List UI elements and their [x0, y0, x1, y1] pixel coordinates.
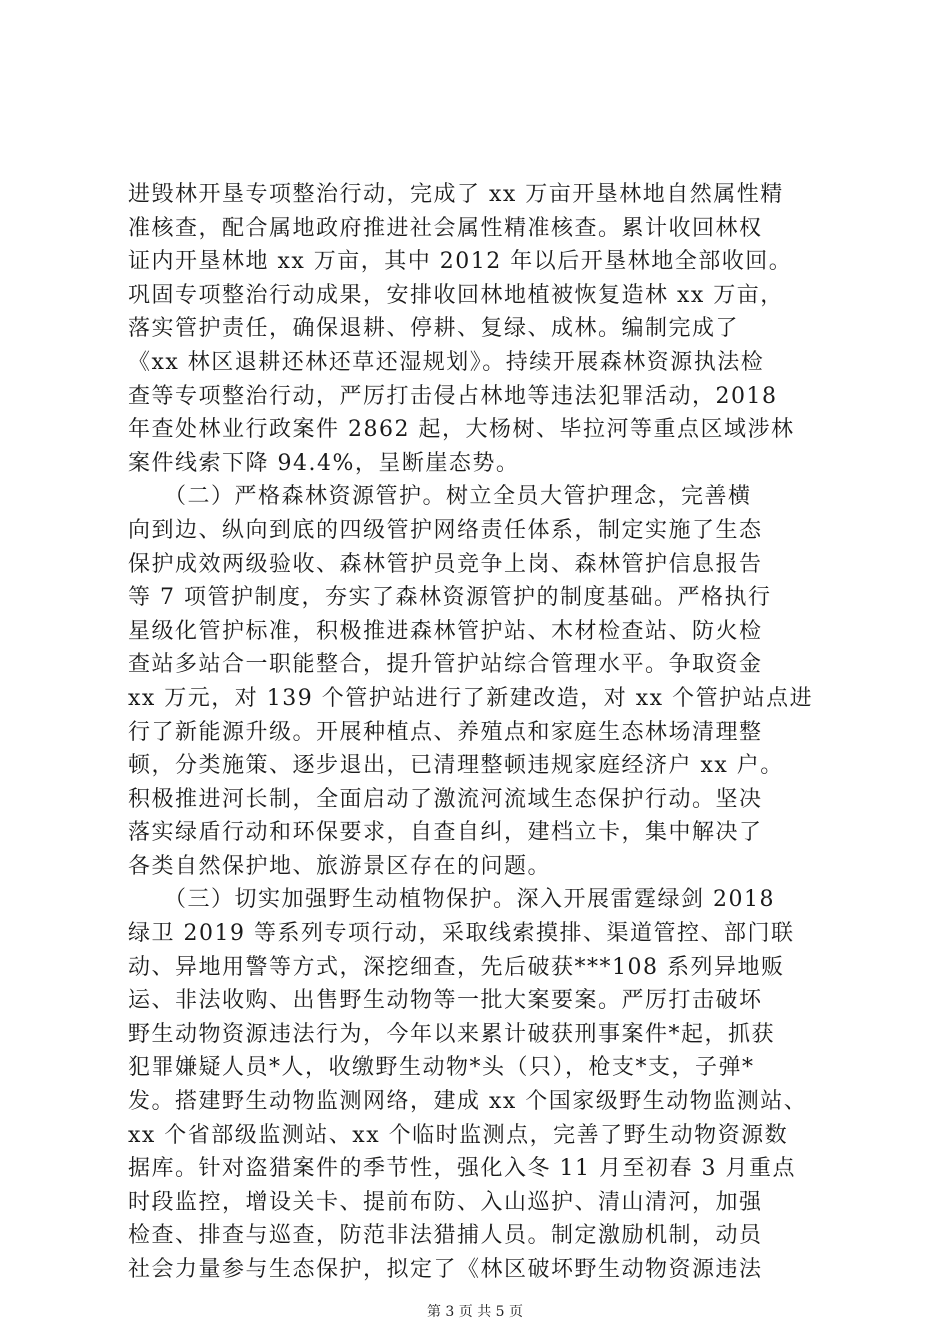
text-line: 发。搭建野生动物监测网络，建成 xx 个国家级野生动物监测站、 [128, 1089, 808, 1115]
text-line: 等 7 项管护制度，夯实了森林资源管护的制度基础。严格执行 [128, 585, 772, 611]
text-line: xx 个省部级监测站、xx 个临时监测点，完善了野生动物资源数 [128, 1122, 789, 1148]
text-line: 星级化管护标准，积极推进森林管护站、木材检查站、防火检 [128, 618, 763, 644]
text-line: 社会力量参与生态保护，拟定了《林区破坏野生动物资源违法 [128, 1257, 763, 1282]
text-line: 保护成效两级验收、森林管护员竞争上岗、森林管护信息报告 [128, 551, 763, 577]
text-line: 绿卫 2019 等系列专项行动，采取线索摸排、渠道管控、部门联 [128, 921, 795, 947]
text-line: 落实绿盾行动和环保要求，自查自纠，建档立卡，集中解决了 [128, 820, 763, 846]
text-line: 案件线索下降 94.4%，呈断崖态势。 [128, 450, 520, 476]
body-text [128, 178, 828, 1287]
page-number-footer: 第 3 页 共 5 页 [426, 1304, 524, 1320]
text-line: 犯罪嫌疑人员*人，收缴野生动物*头（只），枪支*支，子弹* [128, 1055, 755, 1081]
text-line: 运、非法收购、出售野生动物等一批大案要案。严厉打击破坏 [128, 988, 763, 1014]
text-line: 落实管护责任，确保退耕、停耕、复绿、成林。编制完成了 [128, 316, 740, 342]
text-line: xx 万元，对 139 个管护站进行了新建改造，对 xx 个管护站点进 [128, 685, 814, 711]
text-line: 野生动物资源违法行为，今年以来累计破获刑事案件*起，抓获 [128, 1021, 776, 1047]
text-line: 动、异地用警等方式，深挖细查，先后破获***108 系列异地贩 [128, 954, 785, 980]
text-line: 准核查，配合属地政府推进社会属性精准核查。累计收回林权 [128, 215, 763, 241]
text-line: （二）严格森林资源管护。树立全员大管护理念，完善横 [128, 484, 752, 510]
text-line: 《xx 林区退耕还林还草还湿规划》。持续开展森林资源执法检 [128, 349, 765, 375]
text-line: 顿，分类施策、逐步退出，已清理整顿违规家庭经济户 xx 户。 [128, 753, 784, 779]
text-line: 巩固专项整治行动成果，安排收回林地植被恢复造林 xx 万亩， [128, 282, 784, 308]
text-line: 检查、排查与巡查，防范非法猎捕人员。制定激励机制，动员 [128, 1223, 763, 1249]
text-line: 向到边、纵向到底的四级管护网络责任体系，制定实施了生态 [128, 517, 763, 543]
text-line: 积极推进河长制，全面启动了激流河流域生态保护行动。坚决 [128, 786, 763, 812]
text-line: 查站多站合一职能整合，提升管护站综合管理水平。争取资金 [128, 652, 763, 678]
text-line: 时段监控，增设关卡、提前布防、入山巡护、清山清河，加强 [128, 1189, 763, 1215]
text-line: 进毁林开垦专项整治行动，完成了 xx 万亩开垦林地自然属性精 [128, 182, 784, 207]
text-line: （三）切实加强野生动植物保护。深入开展雷霆绿剑 2018 [128, 887, 775, 913]
text-line: 行了新能源升级。开展种植点、养殖点和家庭生态林场清理整 [128, 719, 763, 745]
text-line: 证内开垦林地 xx 万亩，其中 2012 年以后开垦林地全部收回。 [128, 249, 793, 275]
text-line: 查等专项整治行动，严厉打击侵占林地等违法犯罪活动，2018 [128, 383, 778, 409]
text-line: 据库。针对盗猎案件的季节性，强化入冬 11 月至初春 3 月重点 [128, 1156, 796, 1182]
text-line: 各类自然保护地、旅游景区存在的问题。 [128, 853, 552, 879]
text-line: 年查处林业行政案件 2862 起，大杨树、毕拉河等重点区域涉林 [128, 417, 795, 443]
